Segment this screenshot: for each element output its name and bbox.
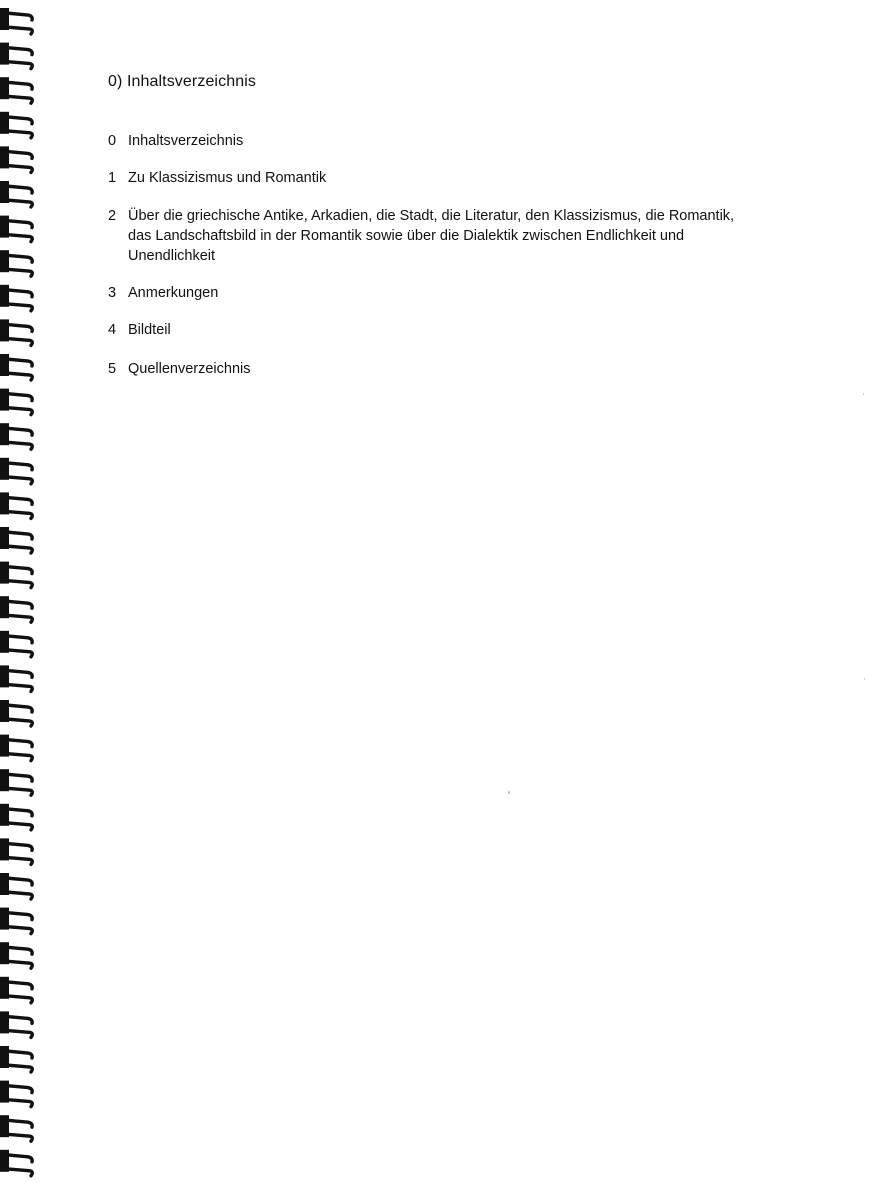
binding-loop-icon bbox=[0, 631, 32, 657]
binding-loop-icon bbox=[0, 769, 32, 795]
toc-number: 4 bbox=[108, 322, 117, 338]
binding-loop-icon bbox=[0, 354, 32, 380]
binding-loop-icon bbox=[0, 389, 32, 415]
scan-speck bbox=[863, 393, 864, 395]
toc-text: Über die griechische Antike, Arkadien, die Stadt, die Literatur, den Klassizismus, die Romantik, das Landschaftsbild in der Romantik sowie über die Dialektik zwischen Endlichkeit und Unendlichkeit bbox=[128, 208, 735, 264]
binding-loop-icon bbox=[0, 181, 32, 207]
toc-number: 0 bbox=[108, 133, 117, 149]
binding-loop-icon bbox=[0, 8, 32, 34]
toc-number: 2 bbox=[108, 208, 117, 224]
binding-loop-icon bbox=[0, 77, 32, 103]
binding-loop-icon bbox=[0, 112, 32, 138]
toc-text: Inhaltsverzeichnis bbox=[128, 133, 244, 149]
page-title: 0) Inhaltsverzeichnis bbox=[108, 73, 256, 90]
binding-loop-icon bbox=[0, 735, 32, 761]
toc-text: Anmerkungen bbox=[128, 285, 219, 301]
binding-loop-icon bbox=[0, 319, 32, 345]
toc-entry bbox=[108, 206, 748, 266]
scan-speck bbox=[864, 678, 865, 680]
binding-loop-icon bbox=[0, 700, 32, 726]
toc-text: Bildteil bbox=[128, 322, 171, 338]
binding-loop-icon bbox=[0, 250, 32, 276]
binding-loop-icon bbox=[0, 285, 32, 311]
binding-loop-icon bbox=[0, 665, 32, 691]
spiral-binding-icon bbox=[0, 0, 40, 1200]
toc-number: 3 bbox=[108, 285, 117, 301]
toc-entry bbox=[108, 359, 748, 379]
binding-loop-icon bbox=[0, 216, 32, 242]
scan-speck bbox=[508, 791, 510, 794]
table-of-contents bbox=[108, 131, 748, 396]
binding-loop-icon bbox=[0, 908, 32, 934]
binding-loop-icon bbox=[0, 596, 32, 622]
toc-text: Zu Klassizismus und Romantik bbox=[128, 170, 327, 186]
toc-entry bbox=[108, 131, 748, 151]
binding-loop-icon bbox=[0, 1046, 32, 1072]
binding-loop-icon bbox=[0, 527, 32, 553]
binding-loop-icon bbox=[0, 146, 32, 172]
binding-loop-icon bbox=[0, 804, 32, 830]
toc-number: 5 bbox=[108, 361, 117, 377]
toc-number: 1 bbox=[108, 170, 117, 186]
binding-loop-icon bbox=[0, 1081, 32, 1107]
binding-loop-icon bbox=[0, 1150, 32, 1176]
toc-entry bbox=[108, 320, 748, 340]
binding-loop-icon bbox=[0, 423, 32, 449]
binding-loop-icon bbox=[0, 458, 32, 484]
toc-entry bbox=[108, 283, 748, 303]
binding-loop-icon bbox=[0, 838, 32, 864]
toc-entry bbox=[108, 168, 748, 188]
binding-loop-icon bbox=[0, 562, 32, 588]
binding-loop-icon bbox=[0, 1115, 32, 1141]
binding-loop-icon bbox=[0, 492, 32, 518]
binding-loop-icon bbox=[0, 977, 32, 1003]
binding-loop-icon bbox=[0, 43, 32, 69]
binding-loop-icon bbox=[0, 1011, 32, 1037]
binding-loop-icon bbox=[0, 942, 32, 968]
binding-loop-icon bbox=[0, 873, 32, 899]
toc-text: Quellenverzeichnis bbox=[128, 361, 251, 377]
